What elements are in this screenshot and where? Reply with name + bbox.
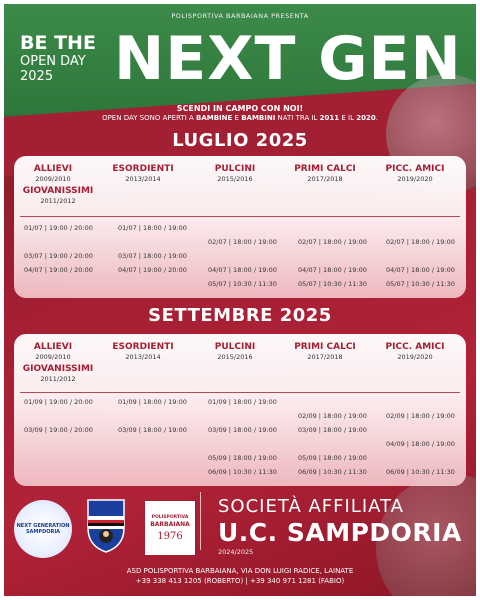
slot-luglio-pulcini-2: 04/07 | 18:00 / 19:00 xyxy=(208,266,277,274)
next-gen-title: NEXT GEN xyxy=(114,24,462,94)
sampdoria-crest-icon xyxy=(84,498,128,554)
slot-luglio-allievi-3: 04/07 | 19:00 / 20:00 xyxy=(24,266,93,274)
slot-luglio-picc-amici-1: 02/07 | 18:00 / 19:00 xyxy=(386,238,455,246)
presenta-text: POLISPORTIVA BARBAIANA PRESENTA xyxy=(171,12,309,20)
next-generation-logo: NEXT GENERATION SAMPDORIA xyxy=(14,500,72,558)
luglio-panel xyxy=(14,156,466,298)
scendi-text: SCENDI IN CAMPO CON NOI! xyxy=(176,104,304,113)
phones-text: +39 338 413 1205 (ROBERTO) | +39 340 971 1281 (FABIO) xyxy=(135,577,345,585)
slot-settembre-allievi-1: 01/09 | 19:00 / 20:00 xyxy=(24,398,93,406)
settembre-title: SETTEMBRE 2025 xyxy=(148,305,332,326)
uc-sampdoria-text: U.C. SAMPDORIA xyxy=(218,518,462,547)
slot-settembre-primi-calci-3: 05/09 | 18:00 / 19:00 xyxy=(298,454,367,462)
settembre-col-pulcini: PULCINI 2015/2016 xyxy=(214,342,256,361)
slot-settembre-picc-amici-2: 04/09 | 18:00 / 19:00 xyxy=(386,440,455,448)
societa-affiliata-text: SOCIETÀ AFFILIATA xyxy=(218,496,404,517)
slot-luglio-picc-amici-2: 04/07 | 18:00 / 19:00 xyxy=(386,266,455,274)
slot-settembre-esordienti-1: 01/09 | 18:00 / 19:00 xyxy=(118,398,187,406)
open-day-text: OPEN DAY xyxy=(20,54,86,69)
slot-settembre-primi-calci-2: 03/09 | 18:00 / 19:00 xyxy=(298,426,367,434)
settembre-divider xyxy=(20,392,460,393)
footer-divider xyxy=(200,492,201,550)
settembre-col-allievi: ALLIEVI 2009/2010 xyxy=(33,342,73,361)
slot-luglio-esordienti-3: 04/07 | 19:00 / 20:00 xyxy=(118,266,187,274)
slot-settembre-picc-amici-3: 06/09 | 10:30 / 11:30 xyxy=(386,468,455,476)
slot-settembre-primi-calci-1: 02/09 | 18:00 / 19:00 xyxy=(298,412,367,420)
slot-settembre-allievi-2: 03/09 | 19:00 / 20:00 xyxy=(24,426,93,434)
luglio-col-picc-amici: PICC. AMICI 2019/2020 xyxy=(385,164,445,183)
slot-luglio-pulcini-3: 05/07 | 10:30 / 11:30 xyxy=(208,280,277,288)
be-the-text: BE THE xyxy=(20,32,96,54)
slot-settembre-esordienti-2: 03/09 | 18:00 / 19:00 xyxy=(118,426,187,434)
slot-luglio-primi-calci-3: 05/07 | 10:30 / 11:30 xyxy=(298,280,367,288)
slot-settembre-pulcini-2: 03/09 | 18:00 / 19:00 xyxy=(208,426,277,434)
slot-luglio-esordienti-1: 01/07 | 18:00 / 19:00 xyxy=(118,224,187,232)
slot-settembre-primi-calci-4: 06/09 | 10:30 / 11:30 xyxy=(298,468,367,476)
settembre-col-esordienti: ESORDIENTI 2013/2014 xyxy=(112,342,174,361)
settembre-col-picc-amici: PICC. AMICI 2019/2020 xyxy=(385,342,445,361)
address-text: ASD POLISPORTIVA BARBAIANA, VIA DON LUIGI RADICE, LAINATE xyxy=(126,567,354,575)
luglio-divider xyxy=(20,216,460,217)
slot-luglio-primi-calci-1: 02/07 | 18:00 / 19:00 xyxy=(298,238,367,246)
slot-luglio-allievi-2: 03/07 | 19:00 / 20:00 xyxy=(24,252,93,260)
poster xyxy=(4,4,476,596)
slot-luglio-esordienti-2: 03/07 | 18:00 / 19:00 xyxy=(118,252,187,260)
slot-luglio-pulcini-1: 02/07 | 18:00 / 19:00 xyxy=(208,238,277,246)
slot-luglio-picc-amici-3: 05/07 | 10:30 / 11:30 xyxy=(386,280,455,288)
luglio-col-pulcini: PULCINI 2015/2016 xyxy=(214,164,256,183)
settembre-col-giovanissimi: GIOVANISSIMI 2011/2012 xyxy=(22,364,94,383)
settembre-col-primi-calci: PRIMI CALCI 2017/2018 xyxy=(294,342,356,361)
address-block xyxy=(4,566,476,586)
luglio-col-primi-calci: PRIMI CALCI 2017/2018 xyxy=(294,164,356,183)
slot-settembre-pulcini-1: 01/09 | 18:00 / 19:00 xyxy=(208,398,277,406)
settembre-panel xyxy=(14,334,466,486)
luglio-col-allievi: ALLIEVI 2009/2010 xyxy=(33,164,73,183)
slot-luglio-allievi-1: 01/07 | 19:00 / 20:00 xyxy=(24,224,93,232)
luglio-col-giovanissimi: GIOVANISSIMI 2011/2012 xyxy=(22,186,94,205)
slot-settembre-picc-amici-1: 02/09 | 18:00 / 19:00 xyxy=(386,412,455,420)
slot-settembre-pulcini-4: 06/09 | 10:30 / 11:30 xyxy=(208,468,277,476)
polisportiva-barbaiana-logo: POLISPORTIVA BARBAIANA 1976 xyxy=(144,500,196,556)
slot-settembre-pulcini-3: 05/09 | 18:00 / 19:00 xyxy=(208,454,277,462)
luglio-title: LUGLIO 2025 xyxy=(172,130,308,151)
luglio-col-esordienti: ESORDIENTI 2013/2014 xyxy=(112,164,174,183)
open-day-info: OPEN DAY SONO APERTI A BAMBINE E BAMBINI NATI TRA IL 2011 E IL 2020. xyxy=(102,114,378,122)
season-text: 2024/2025 xyxy=(218,548,254,556)
slot-luglio-primi-calci-2: 04/07 | 18:00 / 19:00 xyxy=(298,266,367,274)
year-text: 2025 xyxy=(20,69,54,84)
